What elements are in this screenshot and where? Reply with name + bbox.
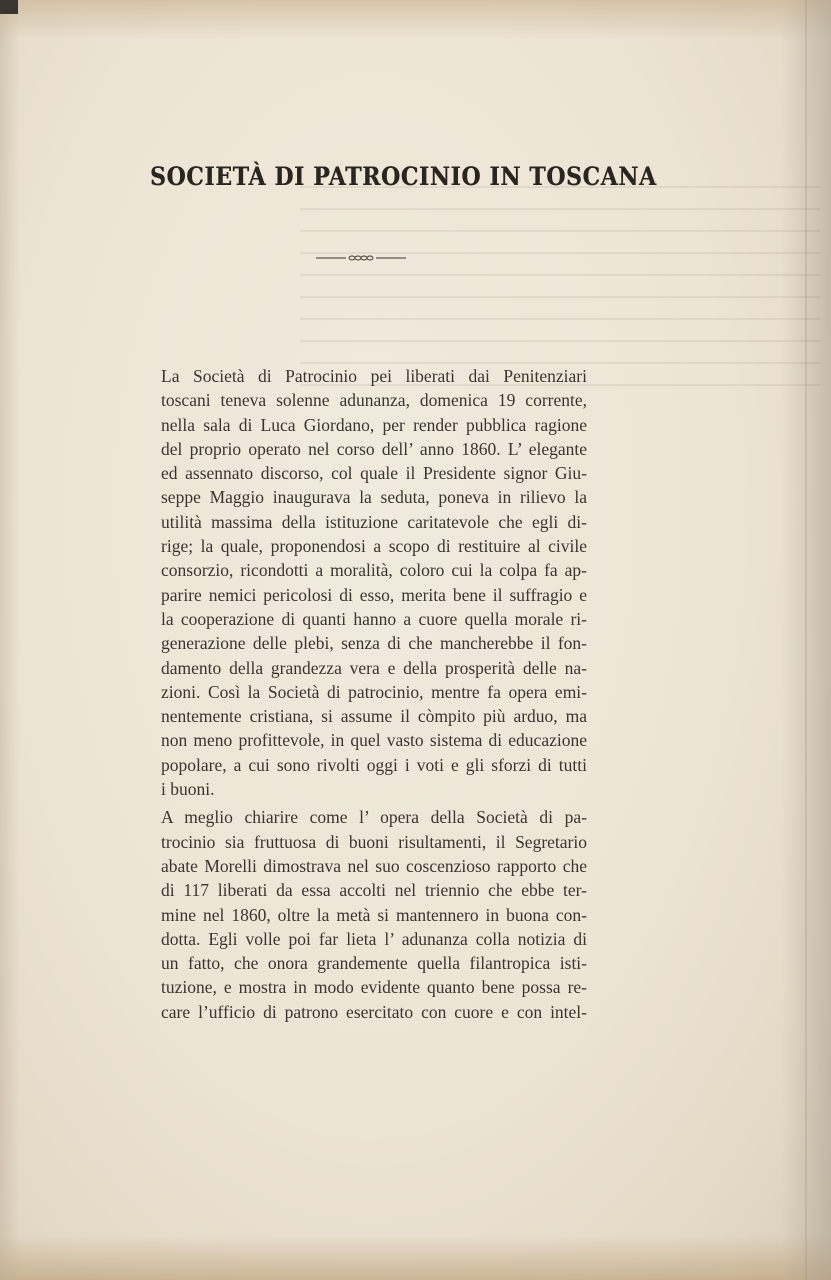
text-line: di 117 liberati da essa accolti nel triennio che ebbe ter- bbox=[161, 880, 587, 901]
text-line: nentemente cristiana, si assume il còmpito più arduo, ma bbox=[161, 706, 587, 727]
text-line: del proprio operato nel corso dell’ anno 1860. L’ elegante bbox=[161, 438, 587, 459]
aged-edge-bottom bbox=[0, 1235, 831, 1280]
text-line: consorzio, ricondotti a moralità, coloro cui la colpa fa ap- bbox=[161, 560, 587, 581]
page-title: SOCIETÀ DI PATROCINIO IN TOSCANA bbox=[150, 162, 657, 192]
text-line: dotta. Egli volle poi far lieta l’ adunanza colla notizia di bbox=[161, 928, 587, 949]
text-line: toscani teneva solenne adunanza, domenica 19 corrente, bbox=[161, 390, 587, 411]
text-line: La Società di Patrocinio pei liberati dai Penitenziari bbox=[161, 366, 587, 386]
text-line: parire nemici pericolosi di esso, merita bene il suffragio e bbox=[161, 584, 587, 605]
corner-mark bbox=[0, 0, 18, 14]
ornament-divider-icon bbox=[316, 252, 406, 264]
text-line: care l’ufficio di patrono esercitato con cuore e con intel- bbox=[161, 1001, 587, 1022]
text-line: un fatto, che onora grandemente quella filantropica isti- bbox=[161, 953, 587, 974]
text-line: seppe Maggio inaugurava la seduta, poneva in rilievo la bbox=[161, 487, 587, 508]
text-line: utilità massima della istituzione caritatevole che egli di- bbox=[161, 511, 587, 532]
text-line: ed assennato discorso, col quale il Presidente signor Giu- bbox=[161, 463, 587, 484]
text-line: damento della grandezza vera e della prosperità delle na- bbox=[161, 657, 587, 678]
text-line: abate Morelli dimostrava nel suo coscenzioso rapporto che bbox=[161, 855, 587, 876]
text-line: trocinio sia fruttuosa di buoni risultamenti, il Segretario bbox=[161, 831, 587, 852]
bleed-through-text bbox=[300, 172, 820, 392]
aged-edge-top bbox=[0, 0, 831, 40]
text-line: non meno profittevole, in quel vasto sistema di educazione bbox=[161, 730, 587, 751]
text-line: rige; la quale, proponendosi a scopo di restituire al civile bbox=[161, 536, 587, 557]
article-body bbox=[135, 364, 587, 1028]
text-line: nella sala di Luca Giordano, per render pubblica ragione bbox=[161, 414, 587, 435]
paragraph-2 bbox=[135, 805, 587, 1024]
text-line: tuzione, e mostra in modo evidente quanto bene possa re- bbox=[161, 977, 587, 998]
text-line: mine nel 1860, oltre la metà si mantennero in buona con- bbox=[161, 904, 587, 925]
aged-edge-left bbox=[0, 0, 20, 1280]
text-line: zioni. Così la Società di patrocinio, mentre fa opera emi- bbox=[161, 681, 587, 702]
text-line: generazione delle plebi, senza di che mancherebbe il fon- bbox=[161, 633, 587, 654]
text-line: A meglio chiarire come l’ opera della Società di pa- bbox=[161, 807, 587, 828]
text-line: i buoni. bbox=[161, 779, 215, 800]
text-line: la cooperazione di quanti hanno a cuore quella morale ri- bbox=[161, 608, 587, 629]
text-line: popolare, a cui sono rivolti oggi i voti e gli sforzi di tutti bbox=[161, 754, 587, 775]
paragraph-1 bbox=[135, 364, 587, 801]
